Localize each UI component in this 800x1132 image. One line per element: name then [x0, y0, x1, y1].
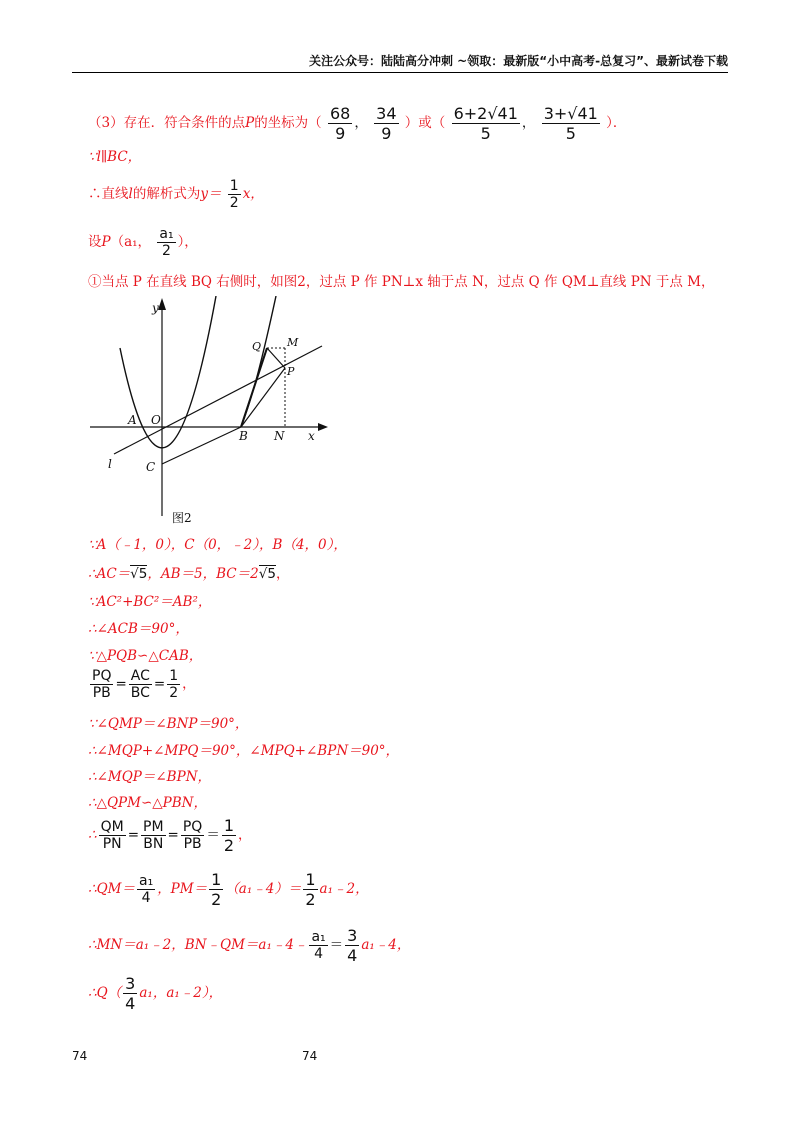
label-p: P — [287, 365, 295, 378]
answer-part-3: （3）存在．符合条件的点P的坐标为（ $\frac{68}{9}$ ， $\frac{34}{9}$ ）或（ $\frac{6+2√41}{5}$ ， $\frac{3+√41}{5}$ ）． — [88, 104, 627, 143]
text-line: ∴∠MQP+∠MPQ＝90°，∠MPQ+∠BPN＝90°， — [88, 743, 400, 759]
fraction-1-2: $\frac{1}{2}$ — [229, 178, 239, 211]
text-line: ∴∠ACB＝90°， — [88, 621, 189, 637]
label-y: y — [152, 301, 159, 315]
fraction-ac-bc: $\frac{AC}{BC}$ — [130, 668, 150, 701]
fraction-1-2: $\frac{1}{2}$ — [223, 816, 235, 855]
point-p-definition: 设P（a₁， $\frac{\text{a₁}}{2}$ ）， — [88, 226, 198, 259]
fraction-pq-pb: $\frac{PQ}{PB}$ — [92, 668, 112, 701]
label-l: l — [108, 457, 112, 471]
fraction-a1-4: $\frac{\text{a₁}}{4}$ — [138, 873, 154, 906]
fraction-pq-pb: $\frac{PQ}{PB}$ — [182, 819, 203, 852]
fraction-pm-bn: $\frac{PM}{BN}$ — [143, 819, 164, 852]
text-line: ∵∠QMP＝∠BNP＝90°， — [88, 716, 249, 732]
x-axis-arrow — [318, 423, 328, 431]
segment-bq — [241, 348, 267, 427]
label-x: x — [308, 429, 315, 443]
label-q: Q — [252, 340, 262, 353]
label-o: O — [151, 413, 161, 427]
fraction-34-9: $\frac{34}{9}$ — [376, 104, 397, 143]
lengths-line: ∴AC＝√5，AB＝5，BC＝2√5， — [88, 566, 290, 582]
fraction-1-2: $\frac{1}{2}$ — [169, 668, 179, 701]
text-line: ∵AC²+BC²＝AB²， — [88, 594, 212, 610]
fraction-a1-4: $\frac{\text{a₁}}{4}$ — [311, 929, 326, 962]
text-line: ∵l∥BC， — [88, 149, 142, 165]
case-1-text: ①当点 P 在直线 BQ 右侧时，如图2，过点 P 作 PN⊥x 轴于点 N，过点 Q 作 QM⊥直线 PN 于点 M， — [88, 274, 715, 290]
text-line: ∵A（﹣1，0），C（0，﹣2），B（4，0）， — [88, 537, 347, 553]
text-line: ∵△PQB∽△CAB， — [88, 648, 203, 664]
page-number-left: 74 — [72, 1049, 88, 1063]
q-coordinates-line: ∴Q（ $\frac{3}{4}$ a₁，a₁﹣2）， — [88, 974, 223, 1013]
fraction-qm-pn: $\frac{QM}{PN}$ — [100, 819, 124, 852]
ratio-line-2: ∴ $\frac{QM}{PN}$ = $\frac{PM}{BN}$ = $\frac{PQ}{PB}$ ＝ $\frac{1}{2}$ ， — [88, 816, 252, 855]
fraction-3-4: $\frac{3}{4}$ — [347, 926, 358, 965]
page-number-center: 74 — [302, 1049, 318, 1063]
fraction-1-2: $\frac{1}{2}$ — [305, 870, 316, 909]
text-line: ∴△QPM∽△PBN， — [88, 795, 207, 811]
label-a: A — [128, 413, 137, 427]
label-m: M — [287, 336, 299, 349]
fraction-3-sqrt41-5: $\frac{3+√41}{5}$ — [543, 104, 598, 143]
fraction-68-9: $\frac{68}{9}$ — [329, 104, 351, 143]
segment-cb — [162, 427, 241, 464]
fraction-1-2: $\frac{1}{2}$ — [211, 870, 222, 909]
label-c: C — [146, 460, 156, 474]
y-axis-arrow — [158, 298, 166, 310]
fraction-3-4: $\frac{3}{4}$ — [125, 974, 136, 1013]
fraction-6-2sqrt41-5: $\frac{6+2√41}{5}$ — [453, 104, 518, 143]
ratio-line-1: $\frac{PQ}{PB}$ = $\frac{AC}{BC}$ = $\frac{1}{2}$ ， — [92, 668, 196, 701]
label-n: N — [274, 429, 285, 443]
parabola-right-branch — [241, 296, 276, 427]
fraction-a1-2: $\frac{\text{a₁}}{2}$ — [159, 226, 174, 259]
figure-caption: 图2 — [172, 511, 192, 525]
figure-2 — [88, 296, 338, 528]
qm-pm-line: ∴QM＝ $\frac{\text{a₁}}{4}$ ，PM＝ $\frac{1}{2}$ （a₁﹣4）＝ $\frac{1}{2}$ a₁﹣2， — [88, 870, 369, 909]
text-line: ∴∠MQP＝∠BPN， — [88, 769, 212, 785]
segment-qp — [267, 348, 285, 368]
page-header: 关注公众号：陆陆高分冲刺 ~领取：最新版“小中高考-总复习”、最新试卷下载 — [72, 52, 728, 73]
label-b: B — [239, 429, 248, 443]
mn-bn-line: ∴MN＝a₁﹣2，BN﹣QM＝a₁﹣4﹣ $\frac{\text{a₁}}{4}$ ＝ $\frac{3}{4}$ a₁﹣4， — [88, 926, 411, 965]
line-equation: ∴直线l的解析式为y＝ $\frac{1}{2}$ x， — [88, 178, 264, 211]
